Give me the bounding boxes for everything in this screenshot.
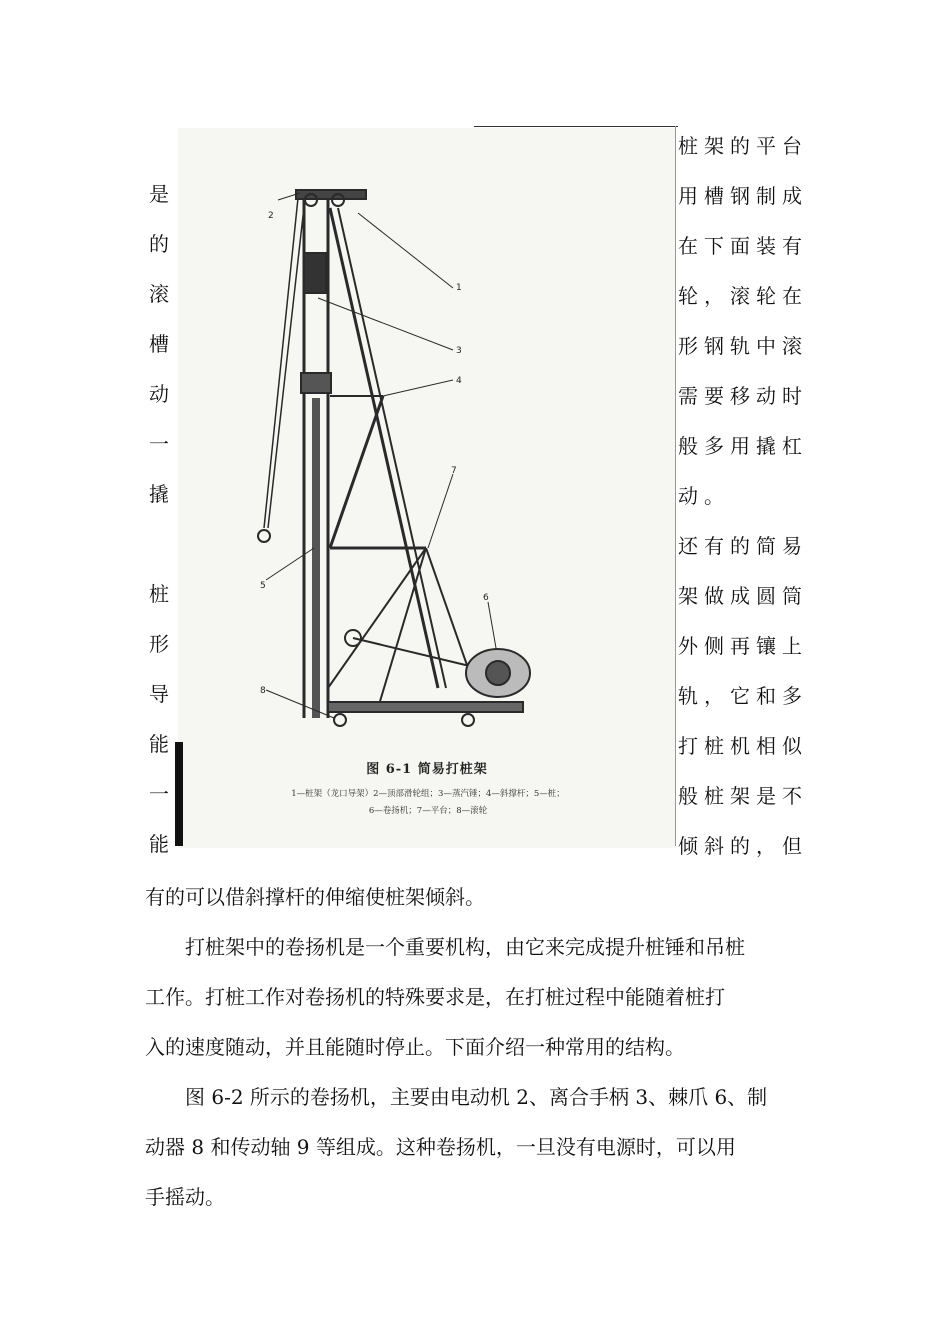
- leader-line: [266, 548, 314, 580]
- diagonal-strut: [338, 208, 446, 688]
- label-7: 7: [451, 466, 457, 476]
- leader-line: [488, 602, 496, 648]
- brace: [330, 396, 383, 548]
- right-line: 需要移动时: [678, 384, 808, 408]
- left-char: 槽: [149, 332, 169, 356]
- left-char: 能: [149, 832, 169, 856]
- platform: [328, 702, 523, 712]
- body-paragraph-line: 打桩架中的卷扬机是一个重要机构，由它来完成提升桩锤和吊桩: [145, 935, 745, 959]
- left-char: 撬: [149, 482, 169, 506]
- roller: [334, 714, 346, 726]
- body-paragraph-line: 手摇动。: [145, 1185, 225, 1209]
- left-char: 形: [149, 632, 169, 656]
- label-1: 1: [456, 283, 462, 293]
- right-line: 轨，它和多: [678, 684, 808, 708]
- body-paragraph-line: 图 6-2 所示的卷扬机，主要由电动机 2、离合手柄 3、棘爪 6、制: [145, 1085, 768, 1109]
- label-6: 6: [483, 593, 489, 603]
- diagonal-strut: [330, 208, 438, 688]
- label-4: 4: [456, 376, 462, 386]
- figure-pile-frame: [178, 128, 676, 848]
- leader-line: [428, 474, 453, 548]
- figure-caption: 图 6-1 简易打桩架: [366, 762, 488, 777]
- label-2: 2: [268, 211, 274, 221]
- figure-legend: 1—桩架（龙口导架）2—顶部滑轮组；3—蒸汽锤；4—斜撑杆；5—桩；: [291, 789, 565, 799]
- right-line: 打桩机相似: [678, 734, 808, 758]
- brace: [426, 548, 468, 668]
- right-line: 形钢轨中滚: [678, 334, 808, 358]
- left-char: 是: [149, 182, 169, 206]
- right-line: 倾斜的，但: [678, 834, 808, 858]
- right-line: 外侧再镶上: [678, 634, 808, 658]
- hook: [258, 530, 270, 542]
- right-line: 般多用撬杠: [678, 434, 808, 458]
- leader-line: [358, 213, 453, 288]
- brace: [328, 548, 426, 688]
- right-line: 动。: [678, 484, 730, 508]
- figure-legend: 6—卷扬机；7—平台；8—滚轮: [368, 806, 488, 816]
- winch-hub: [486, 661, 510, 685]
- left-char: 导: [149, 682, 169, 706]
- right-line: 还有的简易: [678, 534, 808, 558]
- hammer: [304, 253, 326, 293]
- brace: [378, 548, 426, 708]
- right-line: 用槽钢制成: [678, 184, 808, 208]
- right-line: 桩架的平台: [678, 134, 808, 158]
- body-paragraph-line: 动器 8 和传动轴 9 等组成。这种卷扬机，一旦没有电源时，可以用: [145, 1135, 736, 1159]
- left-char: 能: [149, 732, 169, 756]
- leader-line: [266, 690, 334, 718]
- body-paragraph-line: 入的速度随动，并且能随时停止。下面介绍一种常用的结构。: [145, 1035, 685, 1059]
- left-char: 滚: [149, 282, 169, 306]
- scan-right-rule: [675, 126, 676, 846]
- left-char: 桩: [149, 582, 169, 606]
- label-5: 5: [260, 581, 266, 591]
- left-char: 一: [149, 782, 169, 806]
- scan-top-rule: [474, 126, 678, 127]
- pile-frame-drawing: [178, 128, 676, 748]
- roller: [462, 714, 474, 726]
- right-line: 轮，滚轮在: [678, 284, 808, 308]
- left-char: 一: [149, 432, 169, 456]
- body-paragraph-line: 工作。打桩工作对卷扬机的特殊要求是，在打桩过程中能随着桩打: [145, 985, 725, 1009]
- scan-edge-bar: [175, 742, 183, 846]
- body-paragraph-line: 有的可以借斜撑杆的伸缩使桩架倾斜。: [145, 885, 485, 909]
- hoist-cable: [268, 198, 305, 528]
- hoist-cable: [264, 198, 298, 528]
- hammer-base: [301, 373, 331, 393]
- right-line: 般桩架是不: [678, 784, 808, 808]
- left-char: 动: [149, 382, 169, 406]
- label-8: 8: [260, 686, 266, 696]
- leader-line: [318, 298, 453, 350]
- left-char: 的: [149, 232, 169, 256]
- right-line: 在下面装有: [678, 234, 808, 258]
- label-3: 3: [456, 346, 462, 356]
- right-line: 架做成圆筒: [678, 584, 808, 608]
- leader-line: [383, 380, 453, 396]
